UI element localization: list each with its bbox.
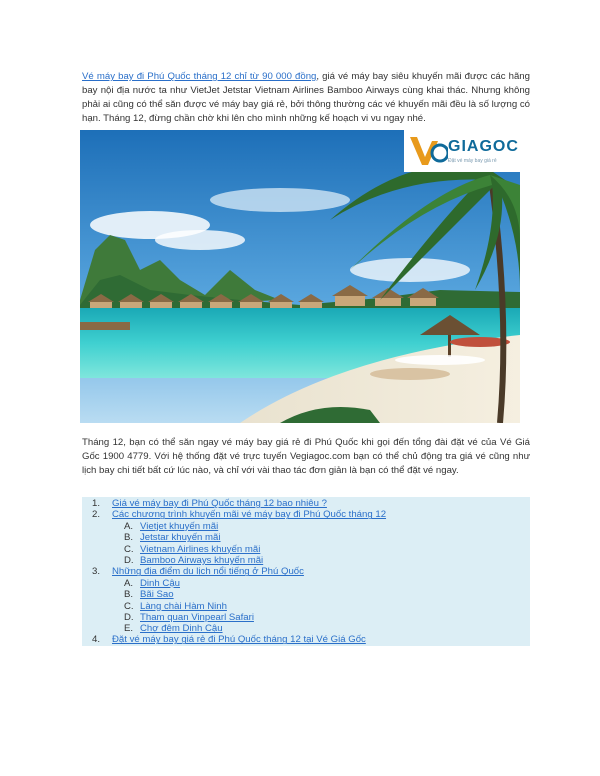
intro-link[interactable]: Vé máy bay đi Phú Quốc tháng 12 chỉ từ 90 000 đồng (82, 71, 317, 82)
intro-paragraph (82, 70, 530, 126)
toc-sublink[interactable]: Tham quan Vinpearl Safari (140, 612, 254, 623)
toc-sublink[interactable]: Vietnam Airlines khuyến mãi (140, 543, 261, 555)
toc-subitem-2a[interactable]: A. Vietjet khuyến mãi (124, 520, 219, 532)
toc-sublink[interactable]: Làng chài Hàm Ninh (140, 600, 227, 612)
toc-subitem-2d[interactable]: D. Bamboo Airways khuyến mãi (124, 555, 264, 566)
vegiagoc-logo (404, 130, 520, 172)
toc-item-2[interactable]: 2. Các chương trình khuyến mãi vé máy bay đi Phú Quốc tháng 12 (92, 509, 387, 521)
toc-sublink[interactable]: Vietjet khuyến mãi (140, 520, 219, 532)
beach-photo (80, 130, 520, 423)
toc-sublink[interactable]: Chợ đêm Dinh Cậu (140, 623, 223, 635)
intro-text: , giá vé máy bay siêu khuyến mãi được các hãng bay nội địa nước ta như VietJet Jetstar Vietnam Airlines Bamboo Airways cùng khai thác. Nhưng không phải ai cũng có thể săn được vé máy bay giá rẻ, bởi thông thường các vé khuyến mãi đều là số lượng có hạn. Tháng 12, đừng chần chờ khi lên cho mình những kế hoạch vi vu ngay nhé. (82, 71, 530, 124)
toc-subitem-3c[interactable]: C. Làng chài Hàm Ninh (124, 600, 227, 612)
toc-link[interactable]: Các chương trình khuyến mãi vé máy bay đi Phú Quốc tháng 12 (112, 509, 387, 521)
logo-tagline: Đặt vé máy bay giá rẻ (448, 158, 497, 164)
toc-subitem-3e[interactable]: E. Chợ đêm Dinh Cậu (124, 623, 223, 635)
logo-text: GIAGOC (448, 138, 519, 155)
logo-v-mark-icon (408, 133, 448, 169)
toc-link[interactable]: Những địa điểm du lịch nổi tiếng ở Phú Quốc (112, 566, 304, 578)
toc-sublink[interactable]: Bãi Sao (140, 589, 174, 601)
toc-sublink[interactable]: Bamboo Airways khuyến mãi (140, 555, 264, 566)
toc-link[interactable]: Giá vé máy bay đi Phú Quốc tháng 12 bao nhiêu ? (112, 498, 327, 509)
toc-sublink[interactable]: Dinh Cậu (140, 577, 180, 589)
toc-link[interactable]: Đặt vé máy bay giá rẻ đi Phú Quốc tháng 12 tại Vé Giá Gốc (112, 634, 366, 646)
body-paragraph: Tháng 12, bạn có thể săn ngay vé máy bay giá rẻ đi Phú Quốc khi gọi đến tổng đài đặt vé của Vé Giá Gốc 1900 4779. Với hệ thống đặt vé trực tuyến Vegiagoc.com bạn có thể chủ động tra giá vé cũng như lịch bay chi tiết bất cứ lúc nào, và chỉ với vài thao tác đơn giản là bạn có thể đặt vé ngay. (82, 437, 530, 476)
toc-sublink[interactable]: Jetstar khuyến mãi (140, 532, 221, 544)
toc-subitem-2c[interactable]: C. Vietnam Airlines khuyến mãi (124, 543, 261, 555)
toc-item-1[interactable]: 1. Giá vé máy bay đi Phú Quốc tháng 12 bao nhiêu ? (92, 498, 327, 509)
toc-subitem-3d[interactable]: D. Tham quan Vinpearl Safari (124, 612, 254, 623)
toc-subitem-3b[interactable]: B. Bãi Sao (124, 589, 174, 601)
toc-item-3[interactable]: 3. Những địa điểm du lịch nổi tiếng ở Phú Quốc (92, 566, 304, 578)
table-of-contents (82, 497, 530, 646)
toc-subitem-3a[interactable]: A. Dinh Cậu (124, 577, 180, 589)
toc-item-4[interactable]: 4. Đặt vé máy bay giá rẻ đi Phú Quốc tháng 12 tại Vé Giá Gốc (92, 634, 366, 646)
toc-subitem-2b[interactable]: B. Jetstar khuyến mãi (124, 532, 221, 544)
